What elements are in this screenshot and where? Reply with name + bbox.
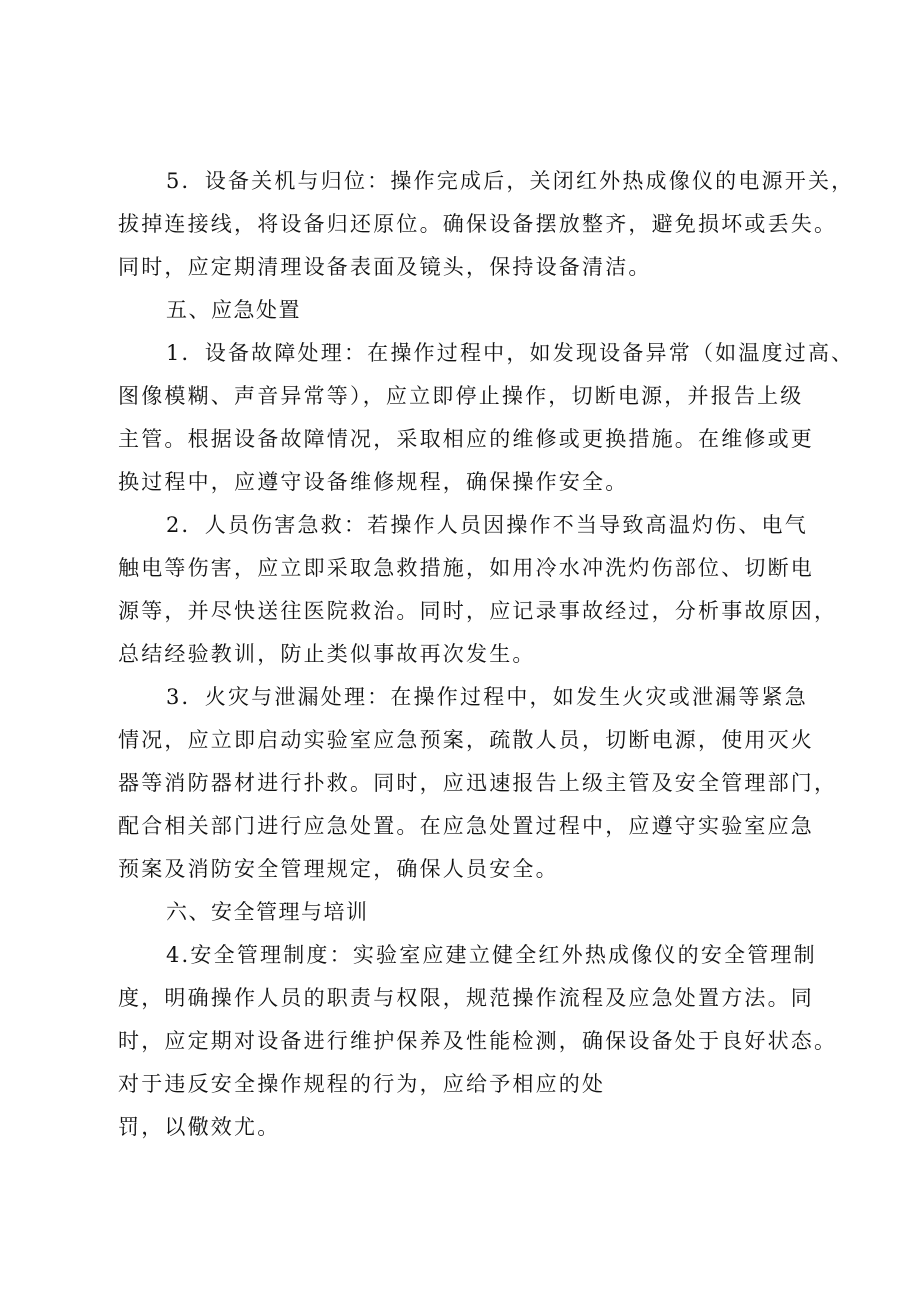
section-heading: 五、应急处置 — [166, 298, 301, 322]
paragraph-line: 同时，应定期清理设备表面及镜头，保持设备清洁。 — [118, 255, 652, 279]
paragraph-line: 2．人员伤害急救：若操作人员因操作不当导致高温灼伤、电气 — [166, 513, 808, 537]
section-heading: 六、安全管理与培训 — [166, 900, 369, 924]
paragraph-line: 度，明确操作人员的职责与权限，规范操作流程及应急处置方法。同 — [118, 986, 814, 1010]
paragraph-line: 3．火灾与泄漏处理：在操作过程中，如发生火灾或泄漏等紧急 — [166, 685, 808, 709]
paragraph-line: 触电等伤害，应立即采取急救措施，如用冷水冲洗灼伤部位、切断电 — [118, 556, 814, 580]
paragraph-line: 源等，并尽快送往医院救治。同时，应记录事故经过，分析事故原因， — [118, 599, 838, 623]
paragraph-line: 情况，应立即启动实验室应急预案，疏散人员，切断电源，使用灭火 — [118, 728, 814, 752]
paragraph-line: 4.安全管理制度：实验室应建立健全红外热成像仪的安全管理制 — [166, 943, 817, 967]
paragraph-line: 罚，以儆效尤。 — [118, 1115, 281, 1139]
paragraph-line: 器等消防器材进行扑救。同时，应迅速报告上级主管及安全管理部门， — [118, 771, 838, 795]
paragraph-line: 1．设备故障处理：在操作过程中，如发现设备异常（如温度过高、 — [166, 341, 855, 365]
paragraph-line: 主管。根据设备故障情况，采取相应的维修或更换措施。在维修或更 — [118, 427, 814, 451]
paragraph-line: 5．设备关机与归位：操作完成后，关闭红外热成像仪的电源开关， — [166, 169, 855, 193]
paragraph-line: 时，应定期对设备进行维护保养及性能检测，确保设备处于良好状态。 — [118, 1029, 838, 1053]
paragraph-line: 配合相关部门进行应急处置。在应急处置过程中，应遵守实验室应急 — [118, 814, 814, 838]
paragraph-line: 换过程中，应遵守设备维修规程，确保操作安全。 — [118, 470, 629, 494]
paragraph-line: 预案及消防安全管理规定，确保人员安全。 — [118, 857, 559, 881]
paragraph-line: 对于违反安全操作规程的行为，应给予相应的处 — [118, 1072, 606, 1096]
paragraph-line: 总结经验教训，防止类似事故再次发生。 — [118, 642, 536, 666]
paragraph-line: 拔掉连接线，将设备归还原位。确保设备摆放整齐，避免损坏或丢失。 — [118, 212, 838, 236]
paragraph-line: 图像模糊、声音异常等），应立即停止操作，切断电源，并报告上级 — [118, 384, 804, 408]
